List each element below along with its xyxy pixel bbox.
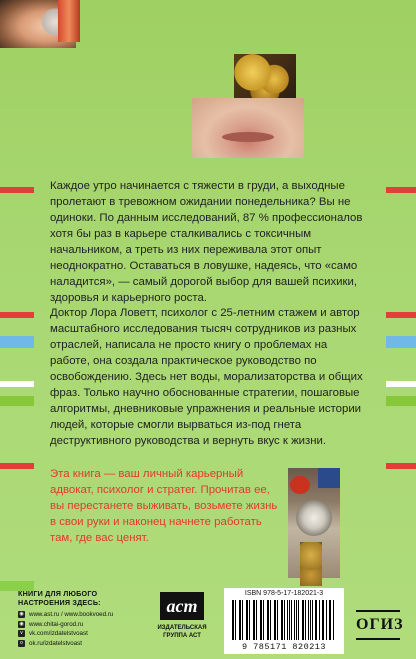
ean-number: 9 785171 820213 <box>241 642 326 652</box>
publisher-name: ИЗДАТЕЛЬСКАЯ ГРУППА АСТ <box>157 625 207 639</box>
red-ornament <box>290 476 310 494</box>
annotation-paragraph-3: Эта книга — ваш личный карьерный адвокат, психолог и стратег. Прочитав ее, вы перестанете выживать, возьмете жизнь в свои руки и наконец начнете работать там, где вас ценят. <box>50 468 278 544</box>
barcode <box>232 600 336 640</box>
link-text[interactable]: www.ast.ru / www.bookvoed.ru <box>29 611 114 618</box>
link-row[interactable] <box>18 629 168 639</box>
barcode-stripe <box>260 600 261 640</box>
accent-bar-red <box>0 463 34 469</box>
blue-ribbon <box>318 468 340 488</box>
footer-heading: КНИГИ ДЛЯ ЛЮБОГО НАСТРОЕНИЯ ЗДЕСЬ: <box>18 589 101 607</box>
accent-bar-green-right <box>386 396 416 406</box>
annotation-paragraph-1: Каждое утро начинается с тяжести в груди, а выходные пролетают в тревожном ожидании понедельника? Вы не одиноки. По данным исследований, 87 % профессионалов хотя бы раз в карьере сталкивались с токсичным начальником, а треть из них переживала этот опыт неоднократно. Оставаться в ловушке, надеясь, что «само наладится», — самый дорогой выбор для вашей психики, здоровья и карьерного роста. <box>50 180 363 304</box>
barcode-stripe <box>242 600 243 640</box>
link-row[interactable] <box>18 620 168 630</box>
lips-portrait-image <box>192 98 304 158</box>
accent-bar-blue-right <box>386 336 416 348</box>
red-fabric-fragment <box>58 0 80 42</box>
barcode-stripe <box>296 600 297 640</box>
ok-icon: o <box>18 640 25 647</box>
link-text[interactable]: ok.ru/izdatelstvoast <box>29 639 82 647</box>
barcode-block <box>224 588 344 654</box>
globe-icon: ◉ <box>19 620 24 627</box>
globe-icon: ◉ <box>19 611 24 618</box>
barcode-stripe <box>277 600 278 640</box>
gold-coins-image <box>234 54 296 100</box>
accent-bar-red-right <box>386 312 416 318</box>
link-text[interactable]: vk.com/izdatelstvoast <box>29 630 88 637</box>
vk-icon: v <box>18 630 25 637</box>
accent-bar-red <box>0 312 34 318</box>
accent-bar-red-right <box>386 463 416 469</box>
ast-logo-mark: аст <box>160 592 204 620</box>
order-star <box>296 500 332 536</box>
accent-bar-red-right <box>386 187 416 193</box>
accent-bar-white-right <box>386 381 416 387</box>
barcode-stripe <box>316 600 317 640</box>
link-row[interactable] <box>18 639 168 649</box>
accent-bar-white <box>0 381 34 387</box>
accent-bar-red <box>0 187 34 193</box>
annotation-paragraph-2: Доктор Лора Ловетт, психолог с 25-летним стажем и автор масштабного исследования тысяч сотрудников из разных отраслей, написала не просто книгу о проблемах на работе, она создала практическое руководство по освобождению. Здесь нет воды, морализаторства и общих фраз. Только научно обоснованные стратегии, пошаговые алгоритмы, дневниковые упражнения и реальные истории людей, которые смогли вырваться из-под гнета деструктивного руководства и вернуть вкус к жизни. <box>50 307 363 447</box>
link-text[interactable]: www.chitai-gorod.ru <box>29 620 84 628</box>
accent-bar-green <box>0 396 34 406</box>
coins-stack-image <box>300 542 322 586</box>
link-row[interactable] <box>18 610 168 620</box>
publisher-logo <box>152 592 212 648</box>
accent-bar-blue <box>0 336 34 348</box>
isbn-text: ISBN 978-5-17-182021-3 <box>244 590 324 597</box>
imprint-logo: ОГИЗ <box>356 610 400 640</box>
footer-links <box>18 610 168 648</box>
